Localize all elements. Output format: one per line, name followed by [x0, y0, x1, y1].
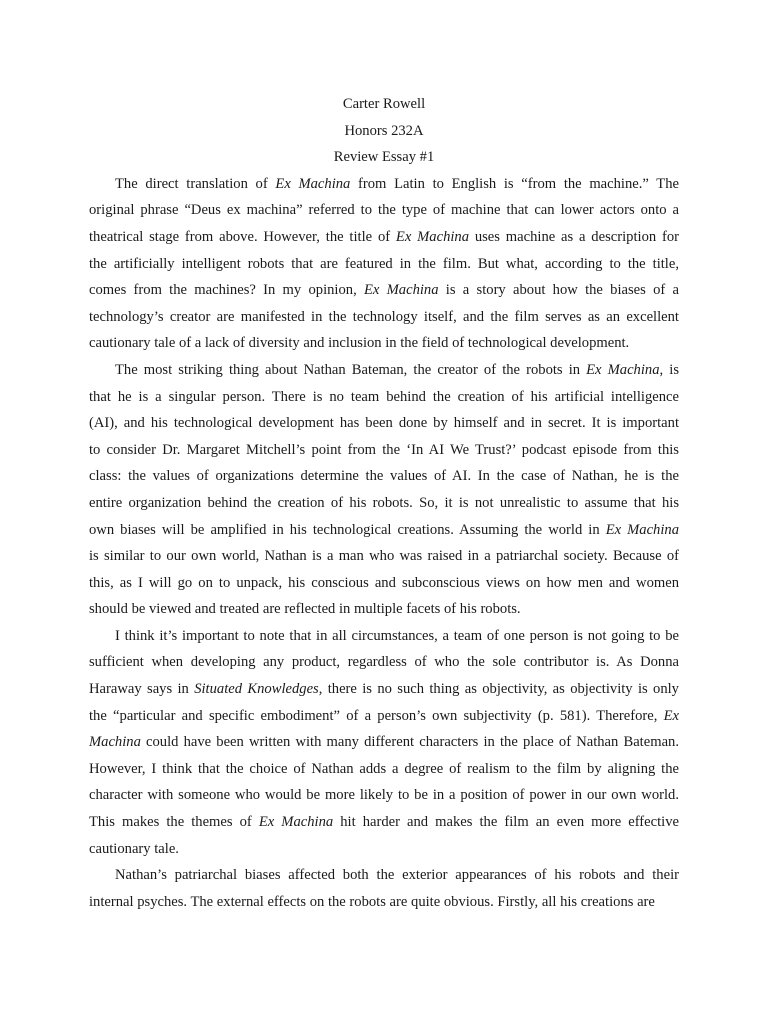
text-run: hit harder and makes the film an even more effective	[333, 814, 679, 831]
text-run: , is	[659, 361, 679, 378]
text-line	[89, 676, 679, 703]
text-line	[89, 490, 679, 517]
text-run: from Latin to English is “from the machine.” The	[350, 175, 679, 192]
text-line	[89, 809, 679, 836]
text-run: the “particular and specific embodiment” of a person’s own subjectivity (p. 581). Therefore,	[89, 707, 664, 724]
text-run: should be viewed and treated are reflected in multiple facets of his robots.	[89, 601, 521, 618]
paragraph	[89, 862, 679, 915]
text-run: theatrical stage from above. However, the title of	[89, 228, 396, 245]
text-line	[89, 410, 679, 437]
text-run: to consider Dr. Margaret Mitchell’s point from the ‘In AI We Trust?’ podcast episode from this	[89, 441, 679, 458]
text-line	[89, 384, 679, 411]
italic-title: Ex Machina	[395, 228, 470, 245]
text-run: Haraway says in	[89, 681, 195, 698]
paragraph	[89, 623, 679, 862]
text-run: that he is a singular person. There is no team behind the creation of his artificial intelligence	[89, 388, 679, 405]
italic-title: Situated Knowledges	[194, 681, 319, 698]
text-line	[89, 171, 679, 198]
text-run: entire organization behind the creation of his robots. So, it is not unrealistic to assume that his	[89, 494, 679, 511]
italic-title: Machina	[89, 734, 141, 751]
italic-title: Ex Machina	[275, 175, 351, 192]
text-line	[89, 543, 679, 570]
essay-title: Review Essay #1	[333, 149, 435, 166]
text-line	[89, 224, 679, 251]
text-run: cautionary tale of a lack of diversity and inclusion in the field of technological development.	[89, 335, 630, 352]
course-name: Honors 232A	[344, 122, 424, 139]
paragraph	[89, 171, 679, 357]
text-run: could have been written with many different characters in the place of Nathan Bateman.	[140, 734, 679, 751]
author-name: Carter Rowell	[342, 96, 426, 112]
text-line	[89, 729, 679, 756]
text-run: The most striking thing about Nathan Bateman, the creator of the robots in	[115, 361, 587, 378]
text-run: own biases will be amplified in his technological creations. Assuming the world in	[89, 521, 606, 538]
text-line	[89, 277, 679, 304]
italic-title: Ex Machina	[586, 361, 660, 378]
text-line	[89, 756, 679, 783]
italic-title: Ex	[663, 707, 679, 724]
text-run: I think it’s important to note that in all circumstances, a team of one person is not going to be	[115, 627, 679, 644]
essay-body	[89, 171, 679, 916]
text-line	[89, 836, 679, 863]
text-run: cautionary tale.	[89, 840, 179, 857]
text-line	[89, 703, 679, 730]
paragraph	[89, 357, 679, 623]
text-line	[89, 517, 679, 544]
text-line	[89, 570, 679, 597]
text-line	[89, 649, 679, 676]
text-run: is similar to our own world, Nathan is a man who was raised in a patriarchal society. Because of	[89, 548, 679, 565]
italic-title: Ex Machina	[605, 521, 679, 538]
text-run: this, as I will go on to unpack, his conscious and subconscious views on how men and women	[89, 574, 679, 591]
text-line	[89, 596, 679, 623]
text-line	[89, 782, 679, 809]
text-line	[89, 251, 679, 278]
text-run: internal psyches. The external effects on the robots are quite obvious. Firstly, all his creations are	[89, 893, 655, 910]
text-line	[89, 437, 679, 464]
text-run: the artificially intelligent robots that are featured in the film. But what, according to the title,	[89, 255, 679, 272]
text-line	[89, 862, 679, 889]
text-run: technology’s creator are manifested in the technology itself, and the film serves as an excellent	[89, 308, 679, 325]
text-line	[89, 889, 679, 916]
italic-title: Ex Machina	[258, 814, 334, 831]
text-line	[89, 197, 679, 224]
text-run: original phrase “Deus ex machina” referred to the type of machine that can lower actors onto a	[89, 202, 679, 219]
text-run: This makes the themes of	[89, 814, 259, 831]
text-run: uses machine as a description for	[469, 228, 679, 245]
text-line	[89, 304, 679, 331]
text-run: character with someone who would be more likely to be in a position of power in our own world.	[89, 787, 679, 804]
text-line	[89, 357, 679, 384]
text-run: , there is no such thing as objectivity, as objectivity is only	[318, 681, 679, 698]
text-run: sufficient when developing any product, regardless of who the sole contributor is. As Donna	[89, 654, 679, 671]
text-run: is a story about how the biases of a	[438, 282, 680, 299]
text-line	[89, 623, 679, 650]
text-line	[89, 463, 679, 490]
text-run: Nathan’s patriarchal biases affected both the exterior appearances of his robots and their	[115, 867, 679, 884]
text-run: However, I think that the choice of Nathan adds a degree of realism to the film by aligning the	[89, 760, 679, 777]
text-run: class: the values of organizations determine the values of AI. In the case of Nathan, he is the	[89, 468, 679, 485]
text-run: comes from the machines? In my opinion,	[89, 282, 364, 299]
text-run: (AI), and his technological development has been done by himself and in secret. It is important	[89, 415, 679, 432]
italic-title: Ex Machina	[363, 282, 439, 299]
text-line	[89, 330, 679, 357]
document-page	[89, 91, 679, 915]
text-run: The direct translation of	[115, 175, 276, 192]
